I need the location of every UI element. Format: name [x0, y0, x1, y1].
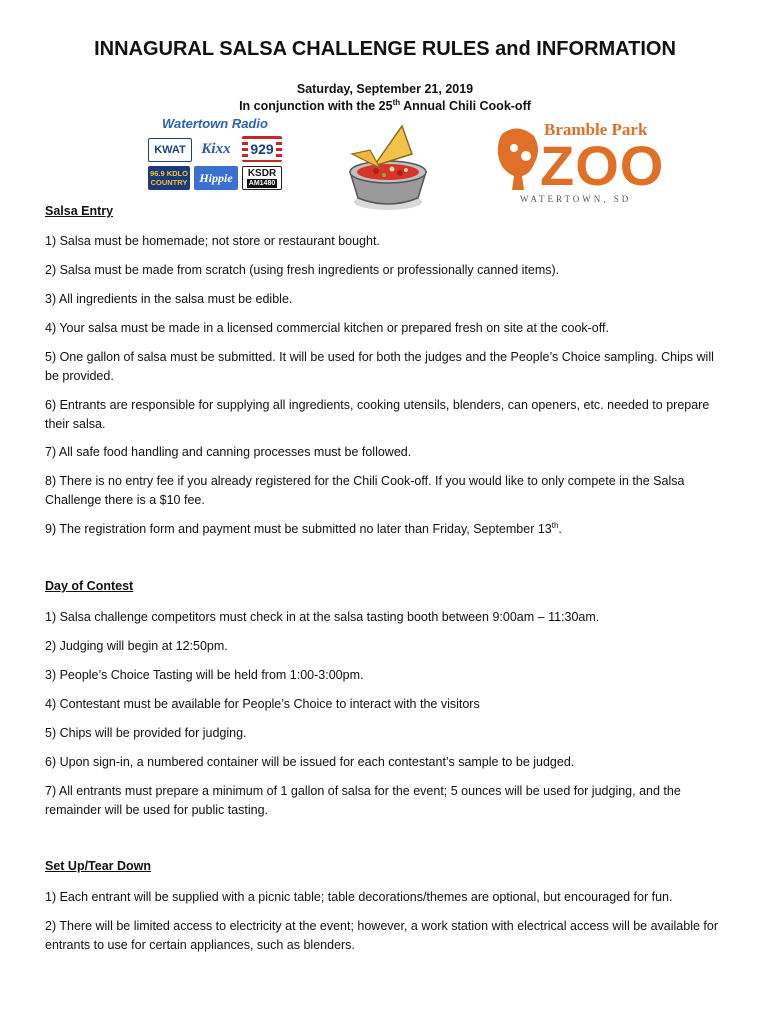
list-item: 7) All entrants must prepare a minimum of 1 gallon of salsa for the event; 5 ounces will be used for judging, and the remainder will be used for public tasting. [45, 784, 681, 817]
list-item: 1) Each entrant will be supplied with a picnic table; table decorations/themes are optional, but encouraged for fun. [45, 890, 673, 904]
bramble-park-zoo-logo [494, 118, 664, 208]
kdlo-logo: 96.9 KDLO COUNTRY [148, 166, 190, 190]
kixx-logo: Kixx [194, 136, 238, 162]
zoo-animal-icon [494, 124, 542, 194]
list-item: 4) Your salsa must be made in a licensed commercial kitchen or prepared fresh on site at the cook-off. [45, 321, 609, 335]
list-item: 3) All ingredients in the salsa must be edible. [45, 292, 293, 306]
watertown-radio-title: Watertown Radio [162, 116, 268, 131]
list-item: 9) The registration form and payment must be submitted no later than Friday, September 13th. [45, 520, 562, 536]
list-item: 5) Chips will be provided for judging. [45, 726, 247, 740]
list-item: 2) Judging will begin at 12:50pm. [45, 639, 228, 653]
kwat-logo: KWAT [148, 138, 192, 162]
event-date: Saturday, September 21, 2019 [296, 82, 474, 96]
list-item: 6) Entrants are responsible for supplying all ingredients, cooking utensils, blenders, can openers, etc. needed to prepare their salsa. [45, 398, 710, 431]
list-item: 2) There will be limited access to electricity at the event; however, a work station with electrical access will be available for entrants to use for certain appliances, such as blenders. [45, 919, 718, 952]
list-item: 5) One gallon of salsa must be submitted. It will be used for both the judges and the People’s Choice sampling. Chips will be provided. [45, 350, 714, 383]
list-item: 3) People’s Choice Tasting will be held from 1:00-3:00pm. [45, 668, 364, 682]
list-item: 4) Contestant must be available for People’s Choice to interact with the visitors [45, 697, 480, 711]
list-item: 6) Upon sign-in, a numbered container will be issued for each contestant’s sample to be judged. [45, 755, 575, 769]
event-conjunction: In conjunction with the 25th Annual Chili Cook-off [239, 97, 531, 113]
watertown-radio-logos [148, 116, 288, 196]
list-item: 7) All safe food handling and canning processes must be followed. [45, 445, 412, 459]
list-item: 2) Salsa must be made from scratch (using fresh ingredients or professionally canned items). [45, 263, 560, 277]
929-logo: 929 [242, 136, 282, 162]
zoo-location: WATERTOWN, SD [520, 194, 632, 204]
zoo-name-top: Bramble Park [544, 120, 648, 139]
zoo-name-main: ZOO [540, 134, 665, 197]
hippie-logo: Hippie [194, 166, 238, 190]
salsa-entry-heading: Salsa Entry [45, 204, 114, 218]
list-item: 1) Salsa must be homemade; not store or restaurant bought. [45, 234, 380, 248]
list-item: 1) Salsa challenge competitors must check in at the salsa tasting booth between 9:00am – 11:30am. [45, 610, 600, 624]
chips-and-salsa-image [340, 120, 436, 212]
ksdr-logo: KSDR AM1480 [242, 166, 282, 190]
day-of-contest-heading: Day of Contest [45, 579, 134, 593]
list-item: 8) There is no entry fee if you already registered for the Chili Cook-off. If you would like to only compete in the Salsa Challenge there is a $10 fee. [45, 474, 685, 507]
page-title: INNAGURAL SALSA CHALLENGE RULES and INFORMATION [94, 38, 676, 60]
setup-teardown-heading: Set Up/Tear Down [45, 859, 152, 873]
